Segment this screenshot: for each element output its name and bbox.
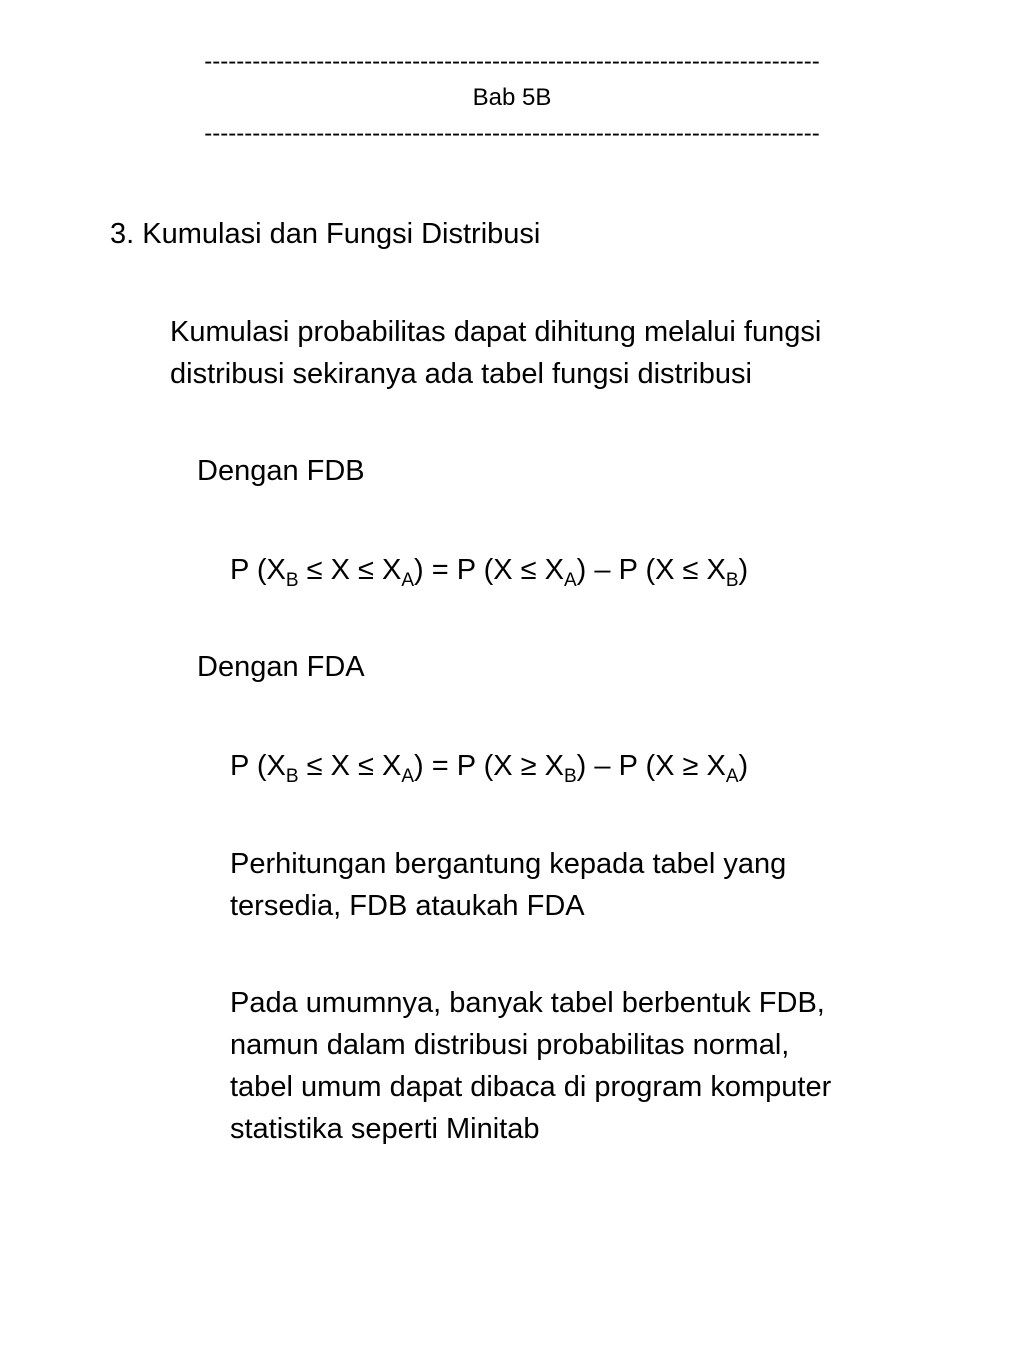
note-paragraph-1 <box>230 843 786 927</box>
header-rule-bottom: ----------------------------------------------------------------------------- <box>204 120 820 147</box>
fdb-formula <box>230 549 748 591</box>
intro-line-2: distribusi sekiranya ada tabel fungsi distribusi <box>170 358 752 390</box>
formula-text: ) – P (X ≤ X <box>576 554 726 586</box>
chapter-title: Bab 5B <box>472 84 552 111</box>
note-paragraph-2 <box>230 982 831 1150</box>
formula-subscript: A <box>401 766 415 787</box>
formula-subscript: A <box>725 766 739 787</box>
formula-text: P (X <box>230 750 286 782</box>
formula-subscript: A <box>401 570 415 591</box>
note2-line-2: namun dalam distribusi probabilitas normal, <box>230 1029 790 1061</box>
header-rule-top: ----------------------------------------------------------------------------- <box>204 48 820 75</box>
formula-subscript: B <box>563 766 577 787</box>
formula-subscript: B <box>725 570 739 591</box>
intro-paragraph <box>170 311 821 395</box>
fdb-label: Dengan FDB <box>197 455 365 487</box>
formula-text: ≤ X ≤ X <box>298 554 402 586</box>
formula-text: ) = P (X ≥ X <box>414 750 564 782</box>
formula-text: ) <box>738 750 749 782</box>
formula-text: ) <box>738 554 749 586</box>
formula-subscript: B <box>285 766 299 787</box>
formula-text: ) = P (X ≤ X <box>414 554 564 586</box>
fda-formula <box>230 745 748 787</box>
note1-line-1: Perhitungan bergantung kepada tabel yang <box>230 848 787 880</box>
fda-label: Dengan FDA <box>197 651 365 683</box>
formula-subscript: B <box>285 570 299 591</box>
formula-subscript: A <box>563 570 577 591</box>
formula-text: P (X <box>230 554 286 586</box>
section-heading: 3. Kumulasi dan Fungsi Distribusi <box>110 218 541 250</box>
formula-text: ) – P (X ≥ X <box>576 750 726 782</box>
note2-line-4: statistika seperti Minitab <box>230 1113 540 1145</box>
note2-line-1: Pada umumnya, banyak tabel berbentuk FDB, <box>230 987 825 1019</box>
note2-line-3: tabel umum dapat dibaca di program komputer <box>230 1071 832 1103</box>
formula-text: ≤ X ≤ X <box>298 750 402 782</box>
intro-line-1: Kumulasi probabilitas dapat dihitung melalui fungsi <box>170 316 822 348</box>
note1-line-2: tersedia, FDB ataukah FDA <box>230 890 585 922</box>
